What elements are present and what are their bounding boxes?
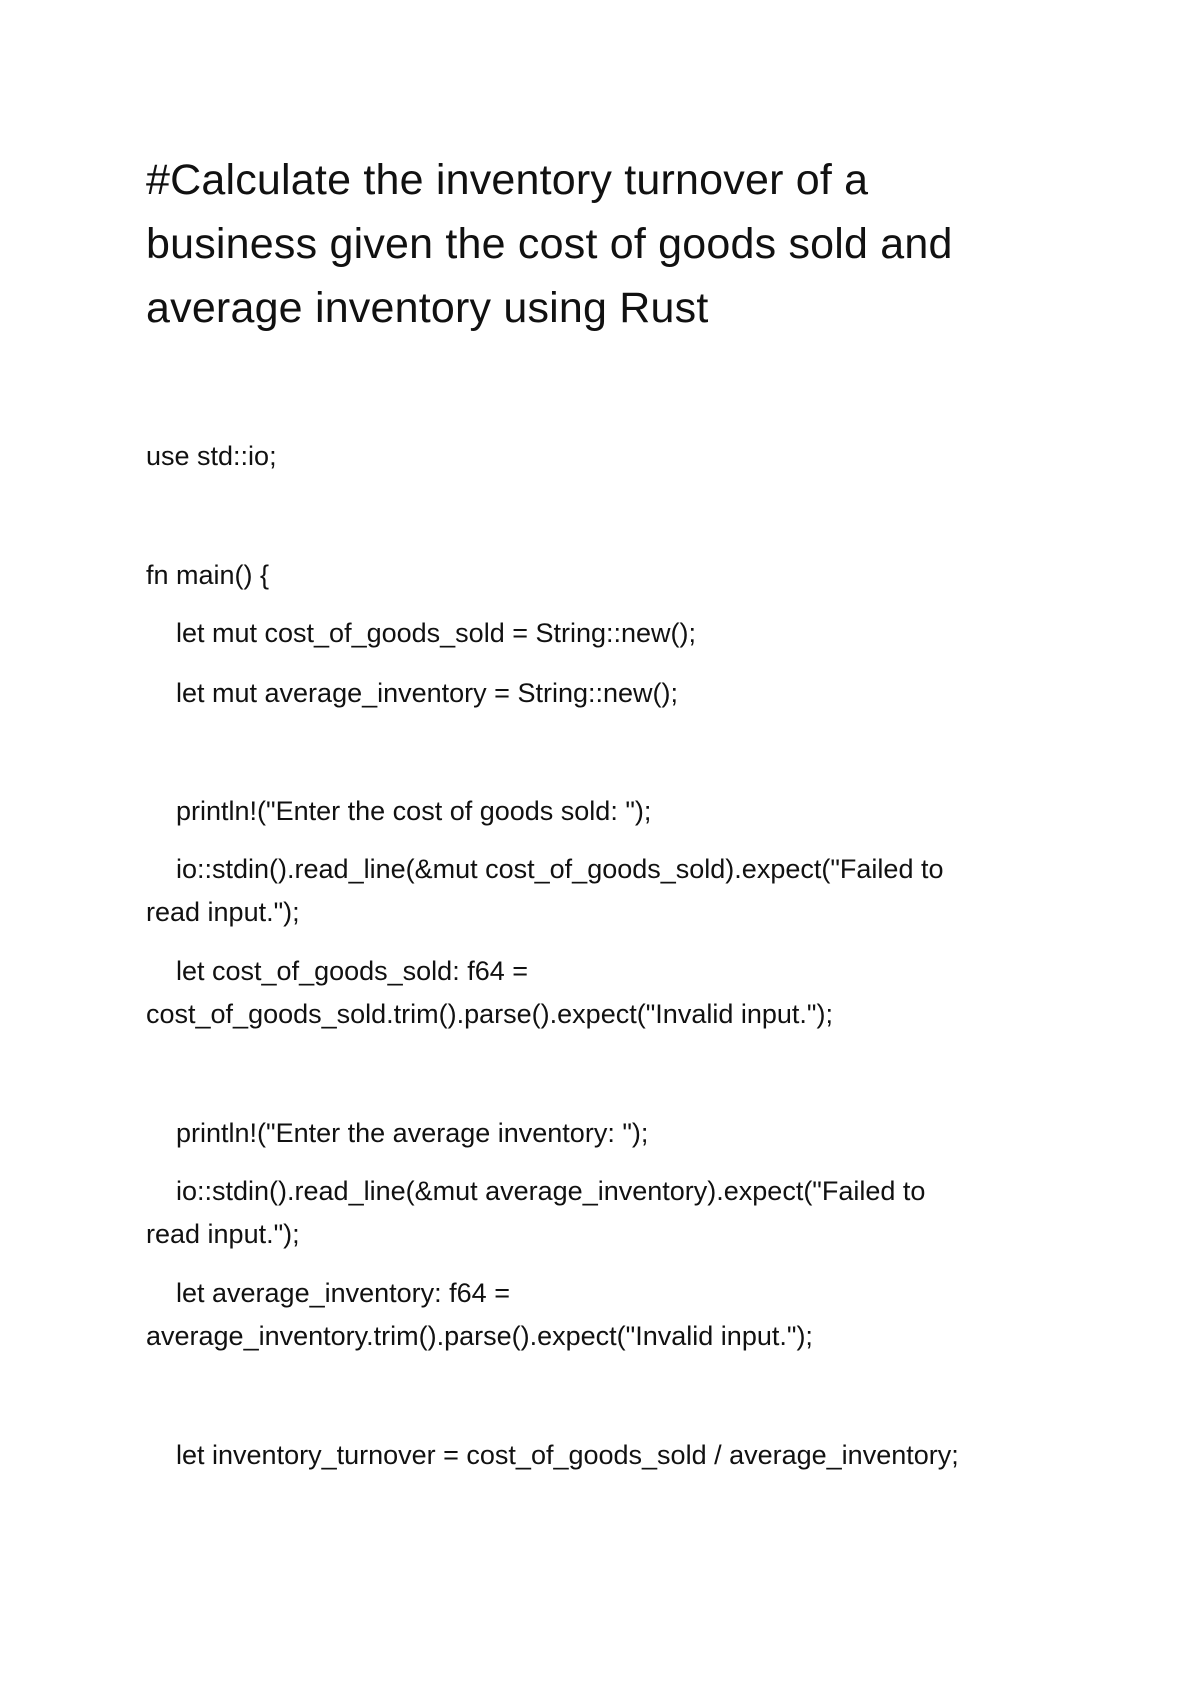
document-title [146,148,1046,340]
title-line-1: #Calculate the inventory turnover of a [146,156,869,204]
title-line-2: business given the cost of goods sold and [146,220,953,268]
code-parse-avg-2: average_inventory.trim().parse().expect("Invalid input."); [146,1321,813,1351]
title-line-3: average inventory using Rust [146,284,709,332]
code-readline-cogs-2: read input."); [146,897,300,927]
code-parse-cogs-2: cost_of_goods_sold.trim().parse().expect("Invalid input."); [146,999,833,1029]
code-println-avg: println!("Enter the average inventory: "); [176,1118,649,1148]
code-readline-cogs-1: io::stdin().read_line(&mut cost_of_goods_sold).expect("Failed to [176,854,944,884]
code-turnover: let inventory_turnover = cost_of_goods_sold / average_inventory; [176,1440,959,1470]
code-let-avg: let mut average_inventory = String::new(); [176,678,678,708]
code-readline-avg-1: io::stdin().read_line(&mut average_inventory).expect("Failed to [176,1176,926,1206]
code-readline-avg-2: read input."); [146,1219,300,1249]
code-parse-cogs-1: let cost_of_goods_sold: f64 = [176,956,529,986]
code-let-cogs: let mut cost_of_goods_sold = String::new(); [176,618,697,648]
code-fn-main: fn main() { [146,560,270,590]
code-println-cogs: println!("Enter the cost of goods sold: "); [176,796,652,826]
code-parse-avg-1: let average_inventory: f64 = [176,1278,510,1308]
code-use-statement: use std::io; [146,441,277,471]
